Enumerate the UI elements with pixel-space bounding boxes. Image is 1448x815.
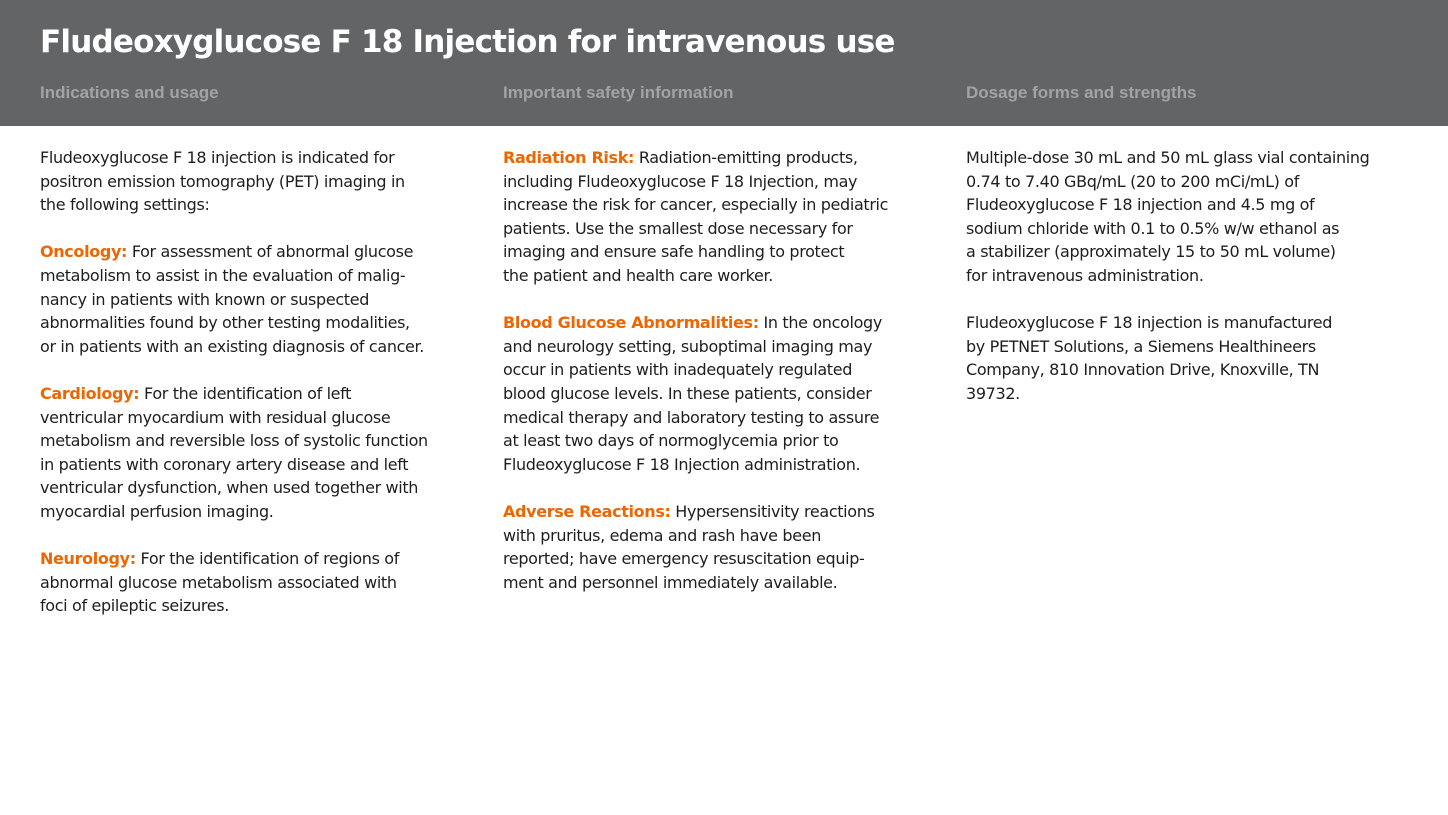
text-line: a stabilizer (approximately 15 to 50 mL volume) xyxy=(966,242,1336,262)
text-segment: Radiation-emitting products, xyxy=(638,148,858,167)
text-line: Fludeoxyglucose F 18 Injection administration. xyxy=(503,454,861,474)
text-line: medical therapy and laboratory testing to assure xyxy=(503,407,880,427)
column-heading-indications: Indications and usage xyxy=(40,83,219,102)
text-line: with pruritus, edema and rash have been xyxy=(503,525,821,545)
text-segment: For assessment of abnormal glucose xyxy=(131,242,414,262)
text-line: in patients with coronary artery disease and left xyxy=(40,454,409,474)
text-line: 0.74 to 7.40 GBq/mL (20 to 200 mCi/mL) of xyxy=(966,171,1300,191)
text-line: positron emission tomography (PET) imaging in xyxy=(40,171,405,191)
text-line: the following settings: xyxy=(40,195,210,215)
column-heading-safety: Important safety information xyxy=(503,83,734,102)
text-line: imaging and ensure safe handling to protect xyxy=(503,242,845,262)
neurology-label: Neurology: xyxy=(40,549,136,569)
text-segment: For the identification of regions of xyxy=(140,549,400,569)
text-line xyxy=(40,382,428,406)
cardiology-paragraph xyxy=(40,382,428,524)
text-line: myocardial perfusion imaging. xyxy=(40,501,274,521)
indications-column xyxy=(40,146,428,641)
page-title: Fludeoxyglucose F 18 Injection for intravenous use xyxy=(40,24,895,60)
column-heading-dosage: Dosage forms and strengths xyxy=(966,83,1197,102)
adverse-reactions-label: Adverse Reactions: xyxy=(503,501,671,521)
text-line: occur in patients with inadequately regulated xyxy=(503,360,853,380)
safety-column xyxy=(503,146,888,618)
oncology-paragraph xyxy=(40,240,428,358)
text-line: sodium chloride with 0.1 to 0.5% w/w ethanol as xyxy=(966,218,1340,238)
text-line xyxy=(40,240,428,264)
text-line: 39732. xyxy=(966,383,1020,403)
cardiology-label: Cardiology: xyxy=(40,383,140,403)
text-line xyxy=(40,547,428,571)
text-line: patients. Use the smallest dose necessary for xyxy=(503,218,853,238)
text-line: Fludeoxyglucose F 18 injection and 4.5 mg of xyxy=(966,195,1315,215)
text-line: Company, 810 Innovation Drive, Knoxville, TN xyxy=(966,360,1320,380)
text-line: ment and personnel immediately available. xyxy=(503,572,838,592)
header-banner xyxy=(0,0,1448,126)
text-segment: In the oncology xyxy=(763,313,882,333)
text-line: by PETNET Solutions, a Siemens Healthineers xyxy=(966,336,1316,356)
text-line: ventricular myocardium with residual glucose xyxy=(40,407,391,427)
text-line: metabolism to assist in the evaluation of malig- xyxy=(40,265,406,285)
text-line: abnormal glucose metabolism associated with xyxy=(40,572,397,592)
blood-glucose-label: Blood Glucose Abnormalities: xyxy=(503,313,759,333)
text-line: nancy in patients with known or suspected xyxy=(40,289,369,309)
oncology-label: Oncology: xyxy=(40,242,128,262)
text-line: ventricular dysfunction, when used together with xyxy=(40,478,419,498)
text-line: and neurology setting, suboptimal imaging may xyxy=(503,336,873,356)
text-line: Fludeoxyglucose F 18 injection is indicated for xyxy=(40,148,395,167)
text-line: blood glucose levels. In these patients, consider xyxy=(503,383,872,403)
neurology-paragraph xyxy=(40,547,428,618)
text-line xyxy=(503,500,888,524)
text-line xyxy=(503,311,888,335)
text-line: or in patients with an existing diagnosis of cancer. xyxy=(40,336,425,356)
text-line: including Fludeoxyglucose F 18 Injection, may xyxy=(503,171,858,191)
adverse-reactions-paragraph xyxy=(503,500,888,594)
text-line: abnormalities found by other testing modalities, xyxy=(40,313,410,333)
text-segment: For the identification of left xyxy=(144,383,352,403)
text-line: increase the risk for cancer, especially in pediatric xyxy=(503,195,889,215)
blood-glucose-paragraph xyxy=(503,311,888,476)
dosage-paragraph xyxy=(966,146,1370,288)
radiation-risk-label: Radiation Risk: xyxy=(503,148,635,167)
text-line: at least two days of normoglycemia prior to xyxy=(503,431,839,451)
dosage-column xyxy=(966,146,1370,429)
text-line: reported; have emergency resuscitation equip- xyxy=(503,549,865,569)
text-line: the patient and health care worker. xyxy=(503,265,773,285)
text-line xyxy=(503,146,888,170)
text-line: Fludeoxyglucose F 18 injection is manufactured xyxy=(966,313,1333,333)
text-segment: Hypersensitivity reactions xyxy=(675,501,875,521)
indications-intro-paragraph xyxy=(40,146,428,217)
text-line: Multiple-dose 30 mL and 50 mL glass vial containing xyxy=(966,148,1370,167)
text-line: metabolism and reversible loss of systolic function xyxy=(40,431,428,451)
text-line: foci of epileptic seizures. xyxy=(40,596,229,616)
text-line: for intravenous administration. xyxy=(966,265,1204,285)
manufacturer-paragraph xyxy=(966,311,1370,405)
radiation-risk-paragraph xyxy=(503,146,888,288)
